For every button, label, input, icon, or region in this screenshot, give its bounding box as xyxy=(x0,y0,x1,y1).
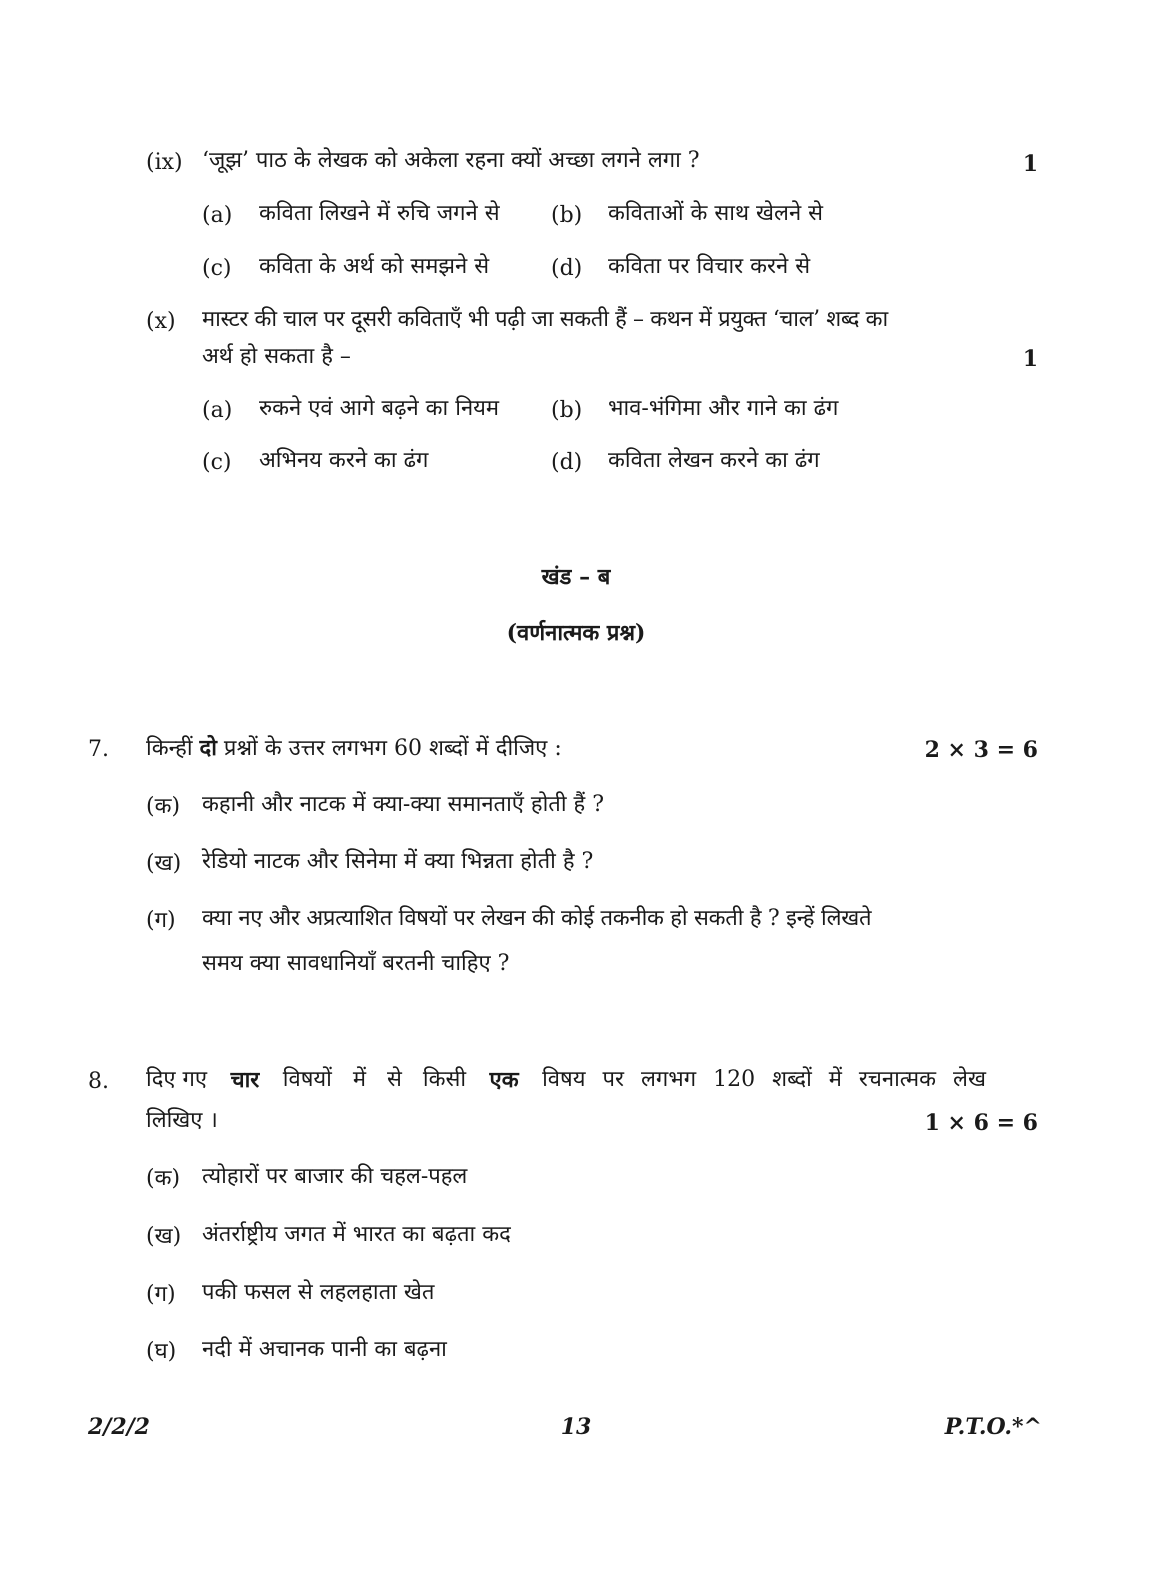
option-label: (b) xyxy=(551,203,583,228)
item-label: (ग) xyxy=(146,1282,176,1307)
option-label: (c) xyxy=(202,450,232,475)
question-8-w2: चार xyxy=(230,1067,260,1093)
item-label: (ग) xyxy=(146,908,176,933)
item-text: अंतर्राष्ट्रीय जगत में भारत का बढ़ता कद xyxy=(202,1222,511,1247)
option-text: अभिनय करने का ढंग xyxy=(259,448,429,473)
option-text: कविता लिखने में रुचि जगने से xyxy=(259,201,500,226)
option-text: कविता पर विचार करने से xyxy=(608,254,811,279)
section-subtitle: (वर्णनात्मक प्रश्न) xyxy=(506,620,646,646)
item-text: क्या नए और अप्रत्याशित विषयों पर लेखन की कोई तकनीक हो सकती है ? इन्हें लिखते xyxy=(202,906,872,931)
option-label: (c) xyxy=(202,256,232,281)
question-9-text: ‘जूझ’ पाठ के लेखक को अकेला रहना क्यों अच्छा लगने लगा ? xyxy=(202,148,700,173)
option-text: कविता के अर्थ को समझने से xyxy=(259,254,490,279)
item-text: पकी फसल से लहलहाता खेत xyxy=(202,1280,435,1305)
question-9-number: (ix) xyxy=(146,150,183,175)
question-8-text xyxy=(146,1069,986,1091)
item-text: कहानी और नाटक में क्या-क्या समानताएँ होती हैं ? xyxy=(202,792,605,817)
item-text: त्योहारों पर बाजार की चहल-पहल xyxy=(202,1164,468,1189)
question-7-text-post: प्रश्नों के उत्तर लगभग 60 शब्दों में दीजिए : xyxy=(216,736,562,761)
question-9-marks: 1 xyxy=(1022,151,1038,177)
page-number: 13 xyxy=(560,1414,592,1440)
question-8-w1: दिए गए xyxy=(146,1067,208,1092)
question-10-text-line2: अर्थ हो सकता है – xyxy=(202,344,351,369)
option-label: (a) xyxy=(202,398,233,423)
question-10-marks: 1 xyxy=(1022,346,1038,372)
item-label: (ख) xyxy=(146,851,182,876)
question-8-marks: 1 × 6 = 6 xyxy=(924,1110,1038,1136)
section-title: खंड – ब xyxy=(541,564,611,590)
item-text: रेडियो नाटक और सिनेमा में क्या भिन्नता होती है ? xyxy=(202,849,594,874)
question-8-number: 8. xyxy=(88,1069,109,1094)
question-8-w4: एक xyxy=(489,1067,519,1093)
question-8-w3: विषयों में से किसी xyxy=(282,1067,467,1092)
option-label: (d) xyxy=(551,256,583,281)
item-text: नदी में अचानक पानी का बढ़ना xyxy=(202,1337,447,1362)
option-text: कविता लेखन करने का ढंग xyxy=(608,448,820,473)
question-8-text-line2: लिखिए । xyxy=(146,1108,218,1133)
option-text: कविताओं के साथ खेलने से xyxy=(608,201,824,226)
item-label: (क) xyxy=(146,1166,181,1191)
item-label: (क) xyxy=(146,794,181,819)
question-7-text xyxy=(146,737,562,760)
option-label: (d) xyxy=(551,450,583,475)
item-label: (ख) xyxy=(146,1224,182,1249)
question-7-text-bold: दो xyxy=(199,735,217,761)
item-text-line2: समय क्या सावधानियाँ बरतनी चाहिए ? xyxy=(202,951,510,976)
item-label: (घ) xyxy=(146,1339,177,1364)
question-7-number: 7. xyxy=(88,737,109,762)
question-10-number: (x) xyxy=(146,309,176,334)
question-8-w5: विषय पर लगभग 120 शब्दों में रचनात्मक लेख xyxy=(542,1067,986,1092)
question-7-text-pre: किन्हीं xyxy=(146,736,200,761)
footer-pto: P.T.O.*^ xyxy=(944,1414,1042,1440)
option-text: भाव-भंगिमा और गाने का ढंग xyxy=(608,396,839,421)
option-label: (b) xyxy=(551,398,583,423)
question-10-text: मास्टर की चाल पर दूसरी कविताएँ भी पढ़ी जा सकती हैं – कथन में प्रयुक्त ‘चाल’ शब्द का xyxy=(202,307,888,332)
option-text: रुकने एवं आगे बढ़ने का नियम xyxy=(259,396,500,421)
question-7-marks: 2 × 3 = 6 xyxy=(924,737,1038,763)
footer-code: 2/2/2 xyxy=(88,1414,150,1440)
option-label: (a) xyxy=(202,203,233,228)
